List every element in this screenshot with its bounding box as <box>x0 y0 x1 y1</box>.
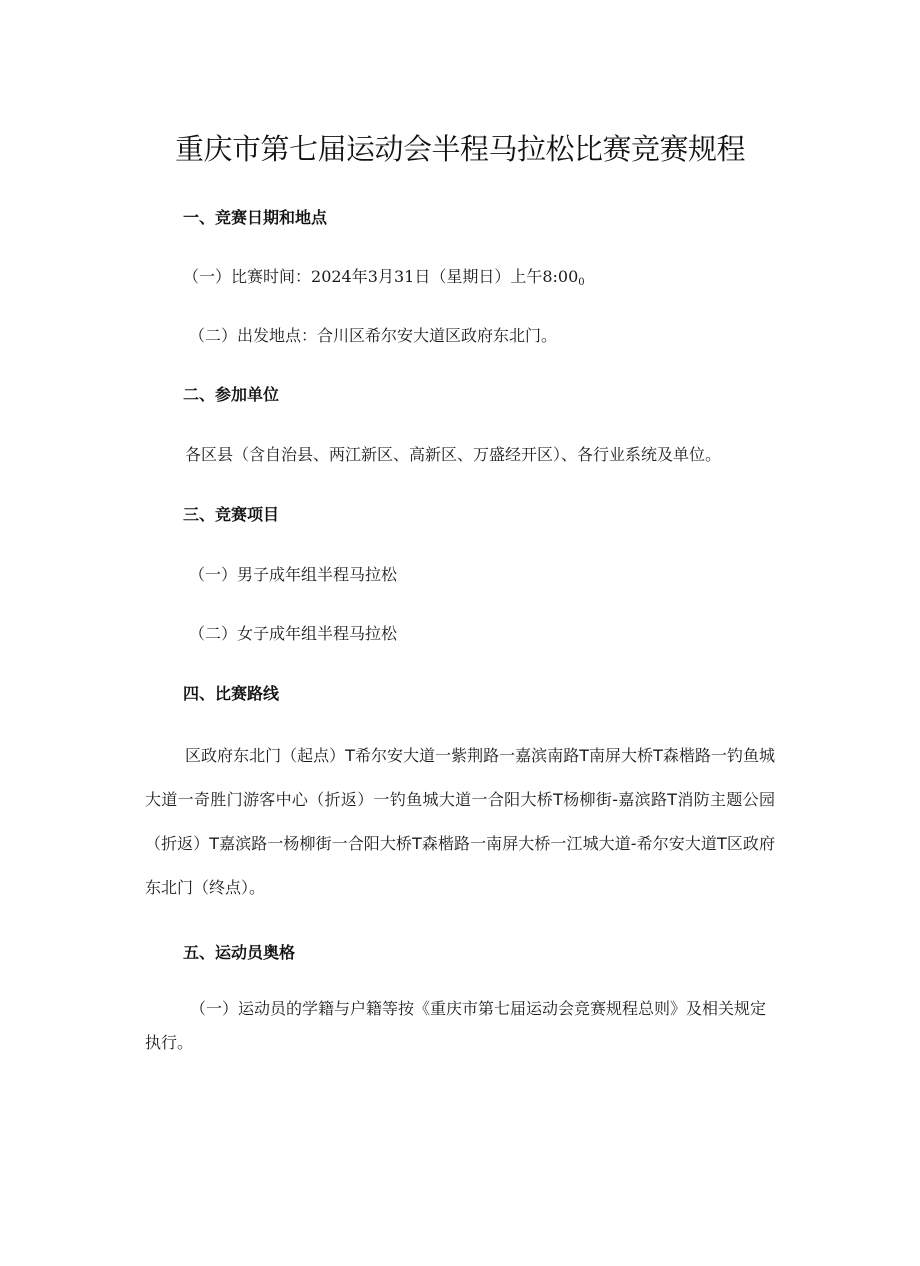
event-women: （二）女子成年组半程马拉松 <box>189 624 398 643</box>
month-unit: 月 <box>377 267 394 286</box>
section-heading-eligibility: 五、运动员奥格 <box>183 943 296 962</box>
year-unit: 年 <box>351 267 368 286</box>
competition-time-prefix: （一）比赛时间： <box>183 267 312 286</box>
document-title: 重庆市第七届运动会半程马拉松比赛竞赛规程 <box>174 132 745 166</box>
section-heading-dates-venue: 一、竞赛日期和地点 <box>183 208 328 227</box>
eligibility-item-1: （一）运动员的学籍与户籍等按《重庆市第七届运动会竞赛规程总则》及相关规定执行。 <box>145 999 767 1052</box>
section-heading-route: 四、比赛路线 <box>183 684 280 703</box>
trailing-subscript: 0 <box>578 277 585 288</box>
route-description: 区政府东北门（起点）T希尔安大道一紫荆路一嘉滨南路T南屏大桥T森楷路一钓鱼城大道一奇胜门游客中心（折返）一钓鱼城大道一合阳大桥T杨柳街-嘉滨路T消防主题公园（折返）T嘉滨路一杨柳街一合阳大桥T森楷路一南屏大桥一江城大道-希尔安大道T区政府东北门（终点）。 <box>145 746 775 897</box>
competition-month: 3 <box>367 267 378 286</box>
competition-clock-time: 8:00 <box>542 267 579 286</box>
competition-year: 2024 <box>311 267 352 286</box>
competition-day: 31 <box>393 267 415 286</box>
day-unit: 日（星期日）上午 <box>414 267 543 286</box>
event-men: （一）男子成年组半程马拉松 <box>189 565 398 584</box>
competition-time-line <box>183 264 585 288</box>
participants-body: 各区县（含自治县、两江新区、高新区、万盛经开区）、各行业系统及单位。 <box>185 445 722 464</box>
section-heading-events: 三、竞赛项目 <box>183 505 280 524</box>
start-location-line: （二）出发地点：合川区希尔安大道区政府东北门。 <box>189 326 558 345</box>
section-heading-participants: 二、参加单位 <box>183 385 280 404</box>
